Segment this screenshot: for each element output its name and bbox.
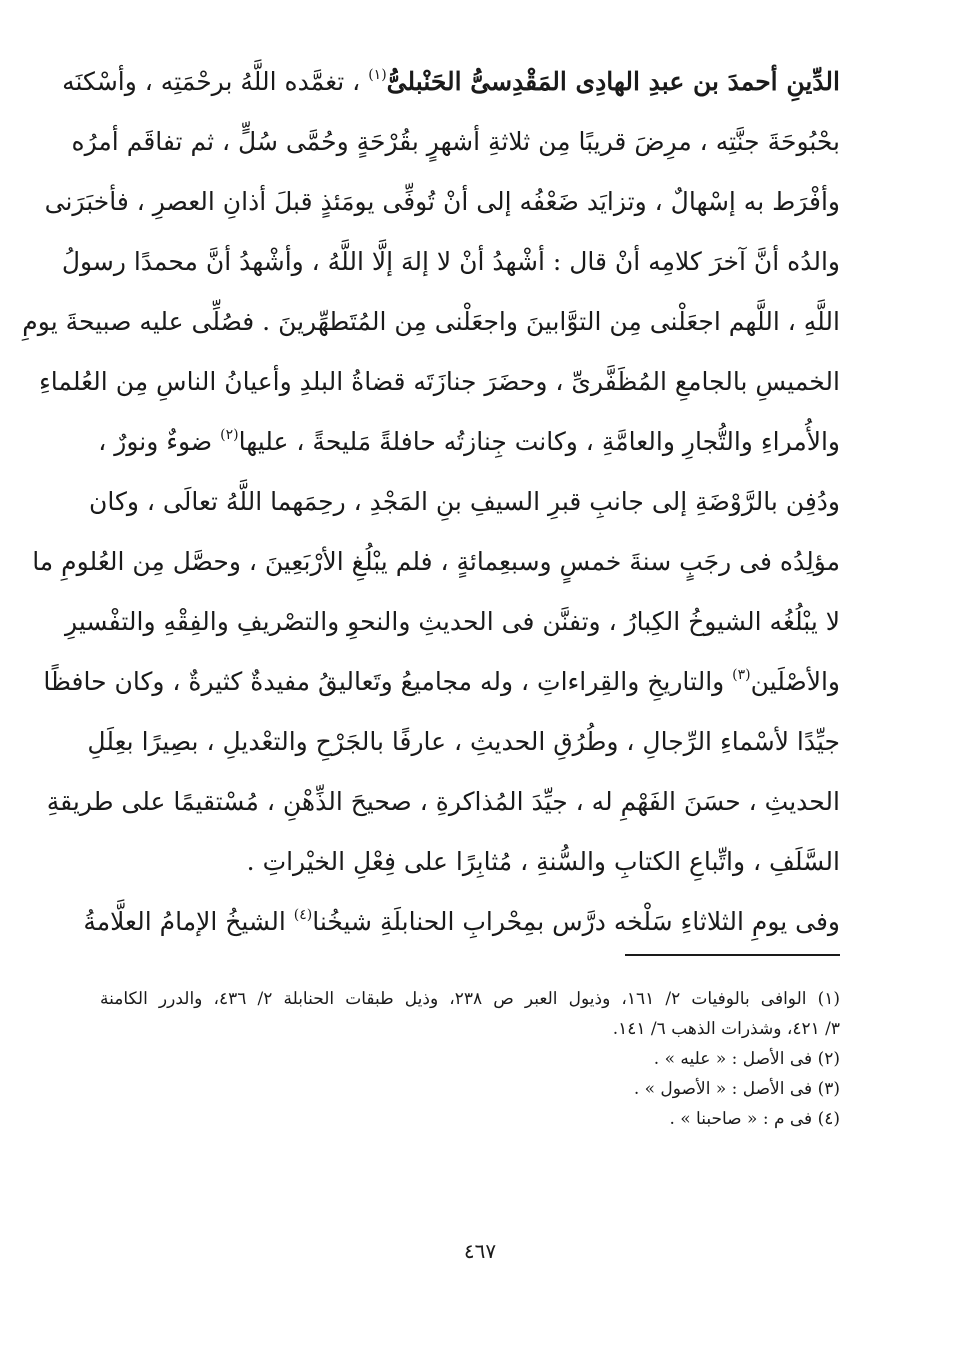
text-run: الخميسِ بالجامعِ المُظَفَّرىِّ ، وحضَرَ جنازَتَه قضاةُ البلدِ وأعيانُ الناسِ مِن العُلماءِ <box>39 367 840 396</box>
text-run: اللَّهِ ، اللَّهم اجعَلْنى مِن التوَّابينَ واجعَلْنى مِن المُتَطهِّرينَ . فصُلِّى عليه صبيحةَ يومِ <box>22 307 840 336</box>
text-run: جيِّدًا لأسْماءِ الرِّجالِ ، وطُرُقِ الحديثِ ، عارفًا بالجَرْحِ والتعْديلِ ، بصِيرًا بعِلَلِ <box>87 727 840 756</box>
text-run: السَّلَفِ ، واتِّباعِ الكتابِ والسُّنةِ ، مُثابِرًا على فِعْلِ الخيْراتِ . <box>246 847 840 876</box>
footnote-reference: (٣) <box>732 667 751 683</box>
main-text-block <box>22 52 840 952</box>
text-line <box>100 412 840 472</box>
text-line <box>44 172 840 232</box>
footnote-separator <box>625 954 840 956</box>
text-run: الشيخُ الإمامُ العلَّامةُ <box>83 907 294 936</box>
text-run: والدُه أنَّ آخرَ كلامِه أنْ قال : أشْهدُ أنْ لا إلهَ إلَّا اللَّهُ ، وأشْهدُ أنَّ محمدًا رسولُ <box>61 247 840 276</box>
footnote-reference: (١) <box>368 67 387 83</box>
text-line <box>71 112 840 172</box>
text-run: بحْبُوحَةَ جنَّتِه ، مرِضَ قريبًا مِن ثلاثةِ أشهرٍ بقُرْحَةٍ وحُمَّى سُلٍّ ، ثم تفاقَم أمرُه <box>71 127 840 156</box>
text-line <box>43 652 840 712</box>
footnote-line: (٣) فى الأصل : « الأصول » . <box>633 1079 840 1099</box>
text-line <box>62 52 840 112</box>
text-line <box>39 352 840 412</box>
text-line <box>32 532 840 592</box>
text-line <box>87 712 840 772</box>
text-run: ضوءٌ ونورٌ ، <box>98 427 221 456</box>
text-run: مؤلِدُه فى رجَبٍ سنةَ خمسٍ وسبعِمائةٍ ، فلم يبْلُغِ الأرْبَعِينَ ، وحصَّل مِن العُلومِ ما <box>32 547 840 576</box>
text-run: ، تغمَّده اللَّهُ برحْمَتِه ، وأسْكنَه <box>62 67 369 96</box>
footnote-line: ٣/ ٤٢١، وشذرات الذهب ٦/ ١٤١. <box>612 1019 840 1039</box>
text-run: وفى يومِ الثلاثاءِ سَلْخه درَّس بمِحْرابِ الحنابلَةِ شيخُنا <box>312 907 840 936</box>
footnote-line: (١) الوافى بالوفيات ٢/ ١٦١، وذيول العبر ص ٢٣٨، وذيل طبقات الحنابلة ٢/ ٤٣٦، والدرر الكامنة <box>100 989 841 1009</box>
footnote-line: (٤) فى م : « صاحبنا » . <box>669 1109 840 1129</box>
footnotes-block <box>100 984 840 1134</box>
text-run: وأفْرَط به إسْهالٌ ، وتزايَد ضَعْفُه إلى أنْ تُوفِّى يومَئذٍ قبلَ أذانِ العصرِ ، فأخبَرَنى <box>44 187 840 216</box>
text-line <box>100 832 840 892</box>
footnote-reference: (٤) <box>293 907 313 923</box>
text-run: ودُفِن بالرَّوْضَةِ إلى جانبِ قبرِ السيفِ بنِ المَجْدِ ، رحِمَهما اللَّهُ تعالَى ، وكان <box>88 487 840 516</box>
text-run: الدِّينِ أحمدَ بن عبدِ الهادِى المَقْدِسىُّ الحَنْبلىُّ <box>386 67 840 96</box>
text-run: الحديثِ ، حسَنَ الفَهْمِ له ، جيِّدَ المُذاكرةِ ، صحيحَ الذِّهْنِ ، مُسْتقيمًا على طريقةِ <box>46 787 840 816</box>
text-line <box>22 292 840 352</box>
text-line <box>83 892 840 952</box>
text-run: والأُمراءِ والتُّجارِ والعامَّةِ ، وكانت جِنازتُه حافلةً مَليحةً ، عليها <box>238 427 840 456</box>
text-line <box>88 472 840 532</box>
text-line <box>61 232 840 292</box>
footnote-reference: (٢) <box>220 427 239 443</box>
text-run: والأصْلَين <box>750 667 840 696</box>
page-number: ٤٦٧ <box>463 1239 497 1263</box>
footnote-line: (٢) فى الأصل : « عليه » . <box>653 1049 840 1069</box>
text-line <box>65 592 840 652</box>
text-run: لا يبْلُغُه الشيوخُ الكِبارُ ، وتفنَّن فى الحديثِ والنحوِ والتصْريفِ والفِقْهِ والتفْسيرِ <box>65 607 840 636</box>
text-run: والتاريخِ والقِراءاتِ ، وله مجاميعُ وتَعاليقُ مفيدةٌ كثيرةٌ ، وكان حافظًا <box>43 667 733 696</box>
text-line <box>46 772 840 832</box>
